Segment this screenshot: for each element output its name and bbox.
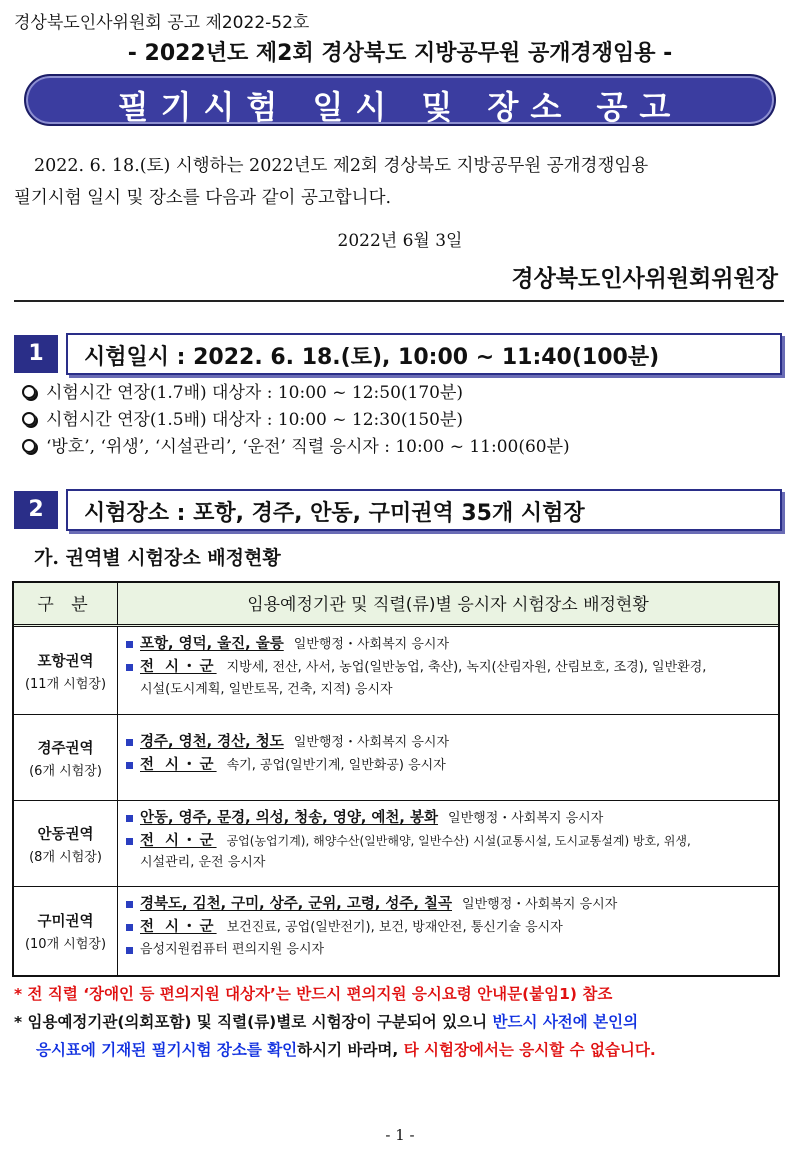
intro-line-1: 2022. 6. 18.(토) 시행하는 2022년도 제2회 경상북도 지방공무원 공개경쟁임용 [34, 156, 649, 176]
section-2-number: 2 [14, 491, 58, 529]
document-subtitle: - 2022년도 제2회 경상북도 지방공무원 공개경쟁임용 - [127, 41, 673, 66]
intro-line-2: 필기시험 일시 및 장소를 다음과 같이 공고합니다. [14, 188, 392, 208]
table-row [14, 887, 778, 975]
list-item [126, 807, 770, 830]
applicant-type: 공업(농업기계), 해양수산(일반해양, 일반수산) 시설(교통시설, 도시교통설계) 방호, 위생, [226, 834, 691, 848]
applicant-type: 보건진료, 공업(일반전기), 보건, 방재안전, 통신기술 응시자 [226, 920, 563, 935]
applicant-type: 일반행정・사회복지 응시자 [293, 735, 450, 750]
section-1-number: 1 [14, 335, 58, 373]
bullet-item [22, 434, 570, 461]
applicant-type: 음성지원컴퓨터 편의지원 응시자 [140, 942, 325, 957]
region-name: 경주권역 [37, 740, 94, 757]
note-warning: 타 시험장에서는 응시할 수 없습니다. [403, 1041, 656, 1059]
bullet-text: 시험시간 연장(1.5배) 대상자 : 10:00 ~ 12:30(150분) [46, 410, 464, 430]
list-item [126, 731, 770, 754]
note-emphasis: 응시표에 기재된 필기시험 장소를 확인 [36, 1041, 298, 1059]
list-item [126, 893, 770, 916]
agency-list: 안동, 영주, 문경, 의성, 청송, 영양, 예천, 봉화 [140, 810, 439, 826]
signer: 경상북도인사위원회위원장 [511, 266, 778, 292]
list-item [126, 916, 770, 939]
applicant-type: 속기, 공업(일반기계, 일반화공) 응시자 [226, 758, 446, 773]
notice-number: 경상북도인사위원회 공고 제2022-52호 [14, 13, 310, 33]
list-item [126, 754, 770, 777]
column-header: 임용예정기관 및 직렬(류)별 응시자 시험장소 배정현황 [247, 595, 649, 615]
section-1-title: 시험일시 : 2022. 6. 18.(토), 10:00 ~ 11:40(100분) [84, 345, 660, 370]
agency-list: 전 시・군 [140, 659, 217, 675]
table-row [14, 715, 778, 801]
bullet-text: ‘방호’, ‘위생’, ‘시설관리’, ‘운전’ 직렬 응시자 : 10:00 ~ 11:00(60분) [46, 437, 570, 457]
agency-list: 경주, 영천, 경산, 청도 [140, 734, 284, 750]
agency-list: 전 시・군 [140, 757, 217, 773]
list-item [126, 939, 770, 961]
venue-count: (10개 시험장) [24, 937, 107, 952]
list-item [126, 656, 770, 679]
note-emphasis: 반드시 사전에 본인의 [492, 1013, 639, 1031]
section-1-box [66, 333, 782, 375]
page-number: - 1 - [385, 1126, 415, 1144]
list-item-continued: 시설관리, 운전 응시자 [140, 855, 266, 870]
venue-count: (6개 시험장) [29, 763, 102, 779]
circle-bullet-icon [22, 439, 36, 453]
agency-list: 경북도, 김천, 구미, 상주, 군위, 고령, 성주, 칠곡 [140, 896, 453, 912]
region-name: 구미권역 [37, 914, 94, 930]
intro-paragraph [14, 150, 784, 214]
note-accessibility: * 전 직렬 ‘장애인 등 편의지원 대상자’는 반드시 편의지원 응시요령 안내문(붙임1) 참조 [14, 985, 613, 1003]
venue-count: (8개 시험장) [29, 849, 102, 865]
note-text: * 임용예정기관(의회포함) 및 직렬(류)별로 시험장이 구분되어 있으니 [14, 1013, 493, 1031]
table-header [14, 583, 778, 627]
bullet-text: 시험시간 연장(1.7배) 대상자 : 10:00 ~ 12:50(170분) [46, 383, 464, 403]
title-banner [24, 74, 776, 126]
document-title: 필기시험 일시 및 장소 공고 [117, 88, 683, 126]
agency-list: 포항, 영덕, 울진, 울릉 [140, 636, 284, 652]
table-row [14, 801, 778, 887]
section-2-subheading: 가. 권역별 시험장소 배정현황 [34, 547, 281, 569]
bullet-item [22, 380, 570, 407]
notes [14, 980, 786, 1064]
column-header: 구 분 [14, 583, 118, 624]
divider [14, 300, 784, 302]
applicant-type: 일반행정・사회복지 응시자 [448, 811, 604, 826]
venue-count: (11개 시험장) [24, 676, 107, 692]
applicant-type: 일반행정・사회복지 응시자 [462, 897, 618, 912]
section-1-bullets [22, 380, 570, 461]
agency-list: 전 시・군 [140, 833, 217, 849]
notice-date: 2022년 6월 3일 [337, 231, 463, 251]
applicant-type: 일반행정・사회복지 응시자 [293, 637, 450, 652]
agency-list: 전 시・군 [140, 919, 217, 935]
table-row [14, 627, 778, 715]
venue-table [12, 581, 780, 977]
bullet-item [22, 407, 570, 434]
list-item [126, 633, 770, 656]
note-text: 하시기 바라며, [297, 1041, 404, 1059]
region-name: 포항권역 [37, 653, 94, 670]
section-2-title: 시험장소 : 포항, 경주, 안동, 구미권역 35개 시험장 [84, 501, 585, 526]
note-venue [14, 1008, 786, 1064]
region-name: 안동권역 [37, 826, 94, 843]
circle-bullet-icon [22, 412, 36, 426]
list-item-continued: 시설(도시계획, 일반토목, 건축, 지적) 응시자 [140, 682, 393, 697]
applicant-type: 지방세, 전산, 사서, 농업(일반농업, 축산), 녹지(산림자원, 산림보호, 조경), 일반환경, [226, 660, 707, 675]
circle-bullet-icon [22, 385, 36, 399]
section-2-box [66, 489, 782, 531]
list-item [126, 830, 770, 852]
